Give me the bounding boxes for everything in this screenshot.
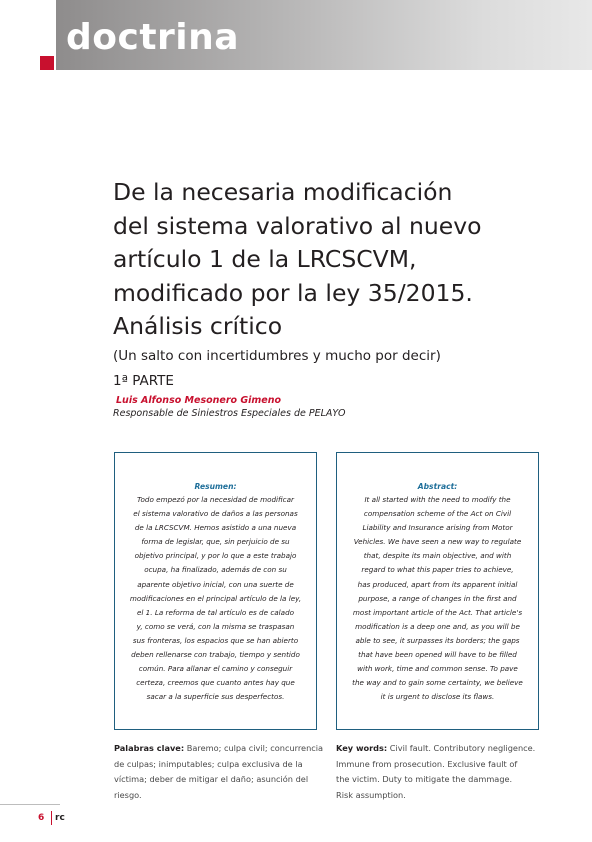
resumen-line: el 1. La reforma de tal artículo es de calado (136, 607, 295, 617)
resumen-line: común. Para allanar el camino y conseguir (138, 664, 293, 674)
resumen-line: forma de legislar, que, sin perjuicio de su (141, 537, 290, 547)
resumen-heading: Resumen: (194, 482, 237, 491)
page-number: 6 (38, 813, 45, 823)
red-accent-square (40, 56, 54, 70)
keywords-en-line: Immune from prosecution. Exclusive fault of (336, 758, 518, 769)
resumen-line: modificaciones en el principal artículo de la ley, (129, 593, 302, 603)
abstract-line: has produced, apart from its apparent initial (357, 579, 518, 589)
abstract-line: most important article of the Act. That article's (352, 607, 523, 617)
article-title (113, 176, 543, 344)
resumen-box (114, 452, 317, 730)
abstract-line: that have been opened will have to be filled (358, 650, 517, 660)
abstract-line: with work, time and common sense. To pave (357, 664, 518, 674)
abstract-line: it is urgent to disclose its flaws. (380, 692, 495, 702)
resumen-line: sacar a la superficie sus desperfectos. (146, 692, 285, 702)
title-line: del sistema valorativo al nuevo (113, 211, 482, 240)
keywords-es-first-line (114, 741, 326, 757)
keywords-en-label: Key words: (336, 743, 388, 753)
abstract-text (345, 493, 530, 704)
keywords-en-first-text: Civil fault. Contributory negligence. (387, 743, 536, 753)
resumen-line: el sistema valorativo de daños a las personas (133, 509, 298, 519)
title-line: De la necesaria modificación (113, 178, 453, 206)
abstract-line: compensation scheme of the Act on Civil (363, 509, 512, 519)
footer-rule (0, 804, 60, 805)
keywords-es-line: de culpas; inimputables; culpa exclusiva de la (114, 758, 303, 769)
abstract-line: that, despite its main objective, and with (363, 551, 512, 561)
keywords-es-line: riesgo. (114, 789, 142, 800)
keywords-es-first-text: Baremo; culpa civil; concurrencia (184, 743, 324, 753)
resumen-line: sus fronteras, los espacios que se han abierto (132, 635, 299, 645)
abstract-line: modification is a deep one and, as you will be (355, 621, 520, 631)
abstract-line: the way and to gain some certainty, we believe (352, 678, 523, 688)
footer-brand: rc (55, 813, 65, 823)
abstract-line: It all started with the need to modify the (364, 495, 511, 504)
resumen-line: deben rellenarse con trabajo, tiempo y sentido (131, 650, 300, 660)
article-subtitle: (Un salto con incertidumbres y mucho por decir) (113, 348, 441, 364)
title-line: artículo 1 de la LRCSCVM, (113, 245, 417, 273)
author-role: Responsable de Siniestros Especiales de PELAYO (113, 408, 346, 419)
section-title: doctrina (66, 17, 240, 58)
resumen-line: aparente objetivo inicial, con una suerte de (137, 579, 294, 589)
keywords-en (336, 741, 551, 803)
title-line: Análisis crítico (113, 312, 283, 340)
resumen-text (123, 493, 308, 704)
abstract-line: able to see, it surpasses its borders; the gaps (355, 635, 520, 645)
resumen-line: ocupa, ha finalizado, además de con su (144, 565, 287, 575)
author-name: Luis Alfonso Mesonero Gimeno (116, 395, 282, 406)
title-line: modificado por la ley 35/2015. (113, 278, 473, 307)
keywords-en-line: Risk assumption. (336, 789, 406, 800)
keywords-en-first-line (336, 741, 551, 757)
keywords-es-label: Palabras clave: (114, 743, 185, 753)
keywords-es (114, 741, 326, 803)
keywords-en-line: the victim. Duty to mitigate the dammage. (336, 774, 513, 785)
keywords-es-line: víctima; deber de mitigar el daño; asunción del (114, 774, 309, 785)
abstract-line: Vehicles. We have seen a new way to regulate (353, 537, 522, 547)
abstract-heading: Abstract: (417, 482, 458, 491)
abstract-box (336, 452, 539, 730)
resumen-line: de la LRCSCVM. Hemos asistido a una nueva (134, 523, 297, 533)
article-part: 1ª PARTE (113, 373, 174, 389)
resumen-line: y, como se verá, con la misma se traspasan (136, 621, 295, 631)
abstract-line: purpose, a range of changes in the first and (358, 593, 517, 603)
abstract-line: Liability and Insurance arising from Motor (362, 523, 513, 533)
footer-separator (51, 811, 52, 825)
resumen-line: objetivo principal, y por lo que a este trabajo (134, 551, 297, 561)
resumen-line: certeza, creemos que cuanto antes hay que (136, 678, 295, 688)
abstract-line: regard to what this paper tries to achieve, (361, 565, 514, 575)
resumen-line: Todo empezó por la necesidad de modificar (137, 495, 294, 504)
